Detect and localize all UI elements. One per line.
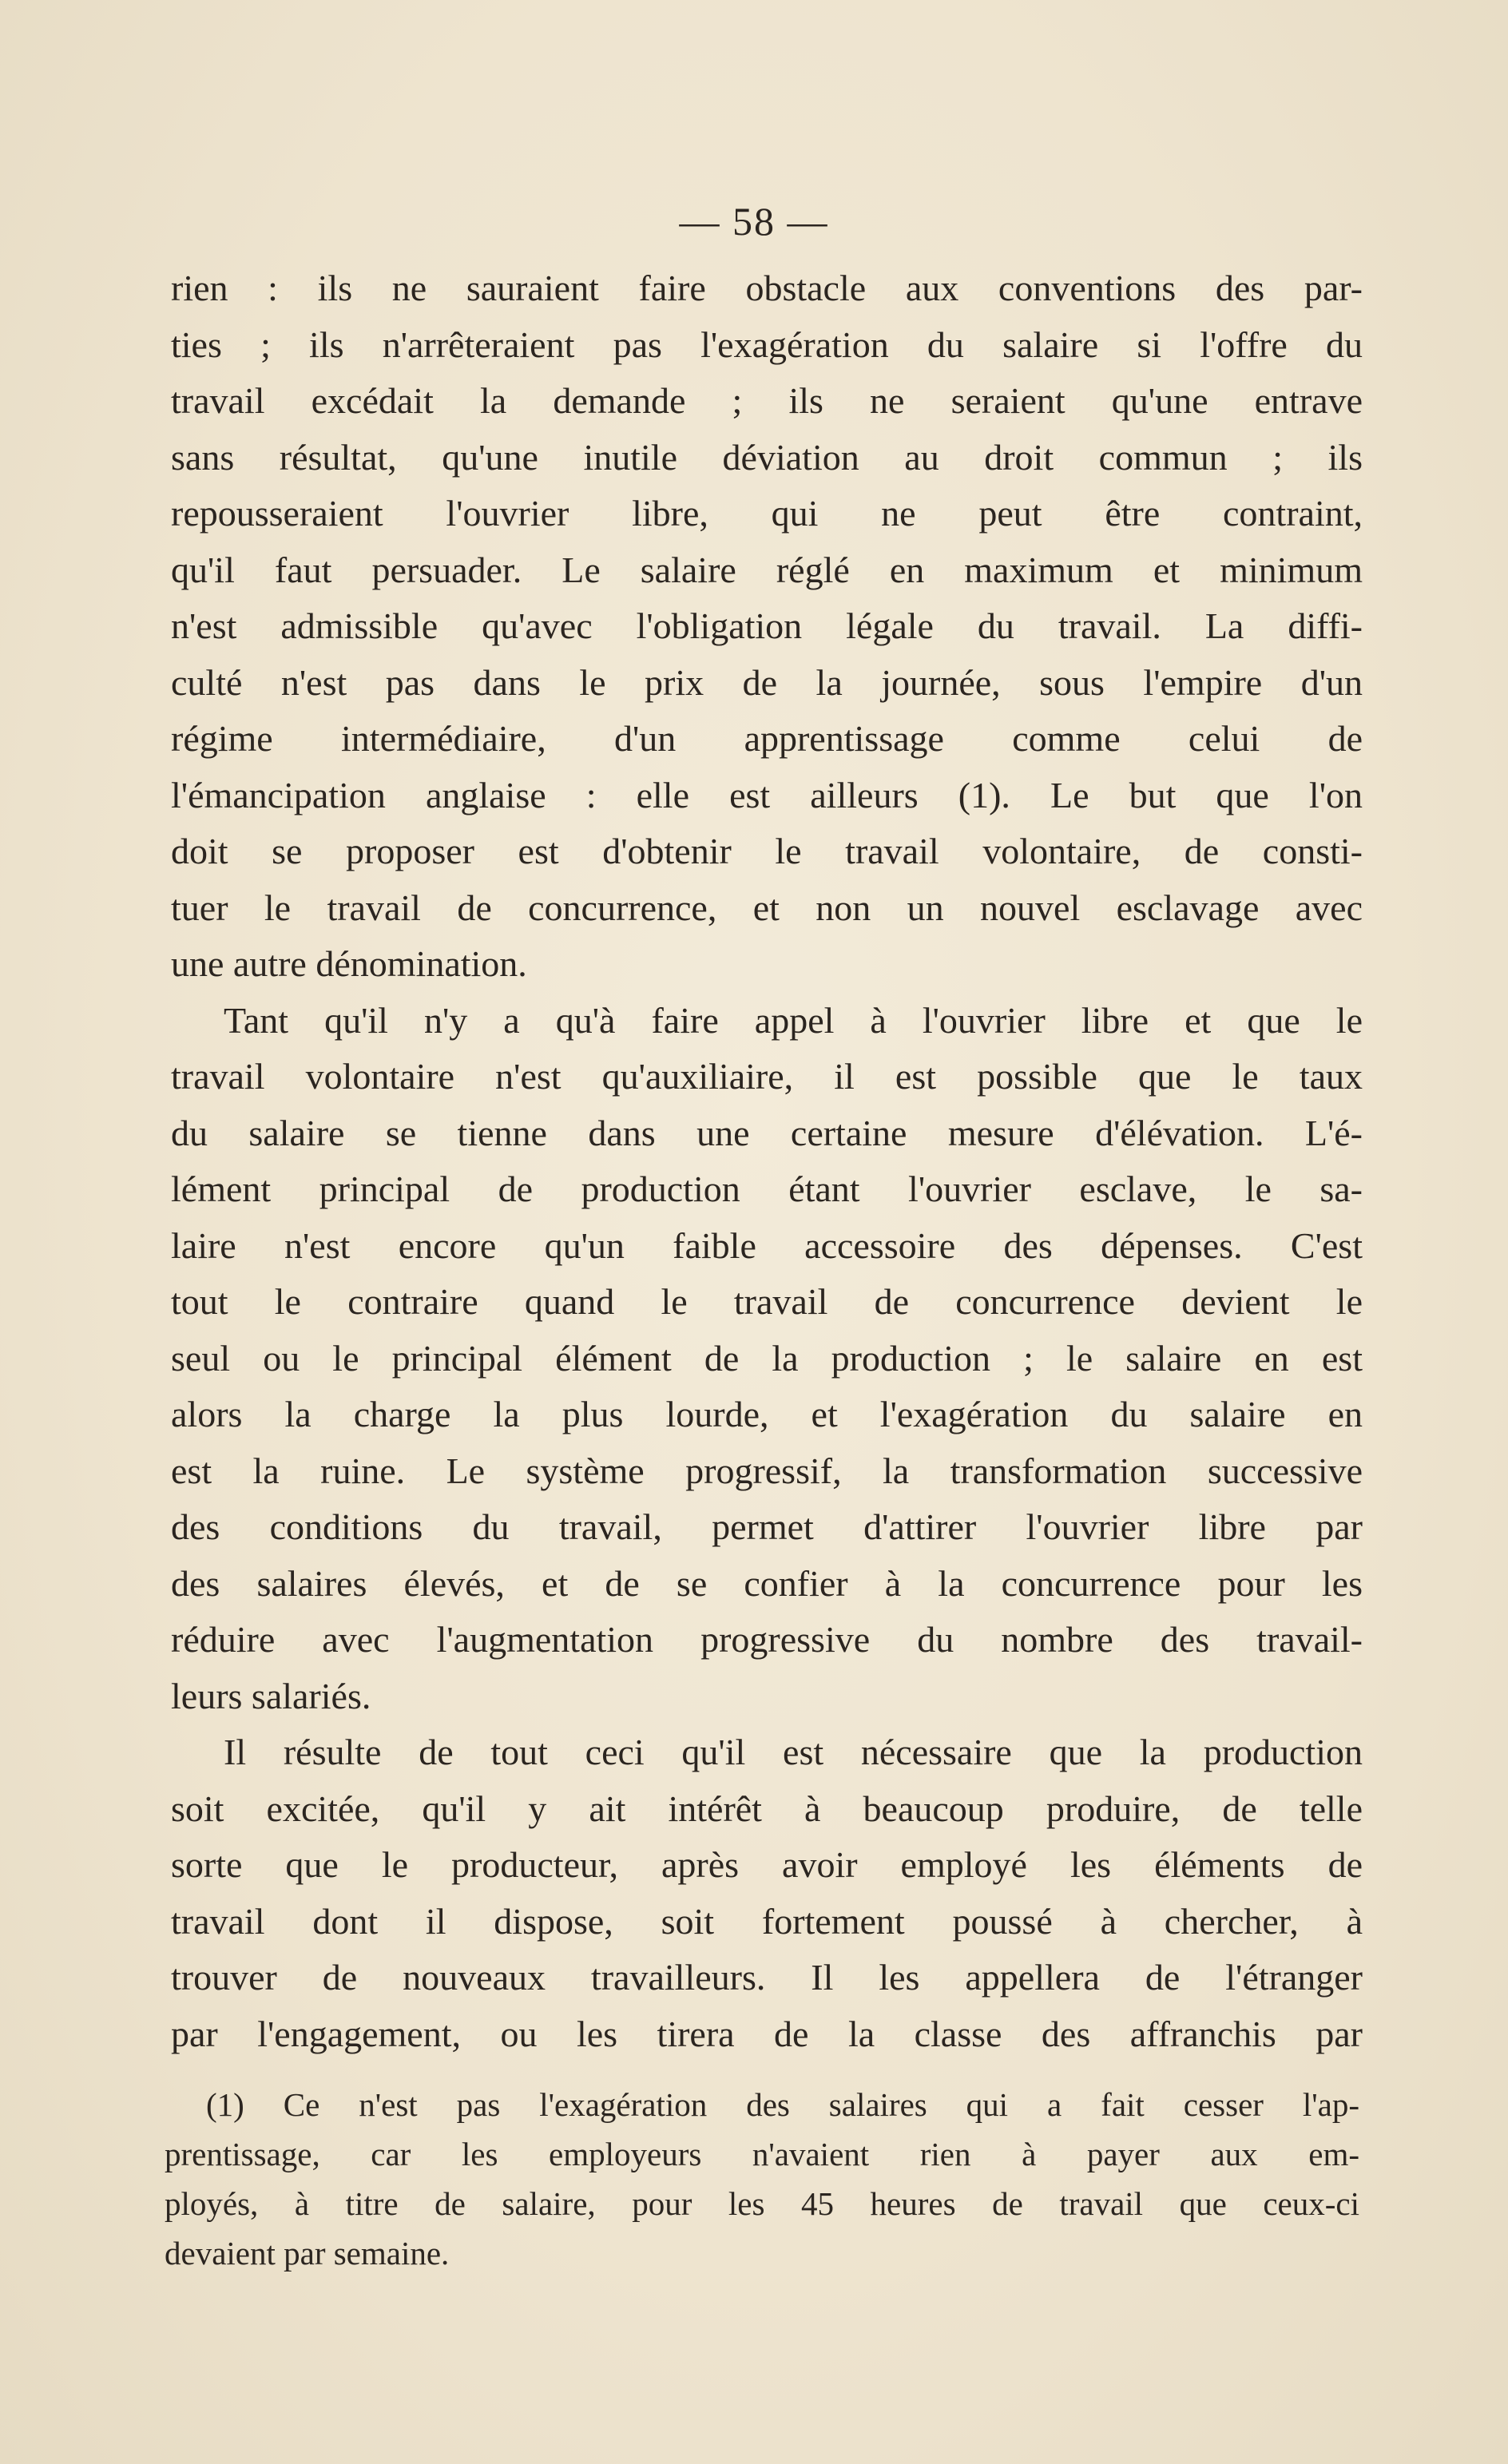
- text-line: sans résultat, qu'une inutile déviation au droit commun ; ils: [171, 436, 1363, 478]
- text-line: l'émancipation anglaise : elle est ailleurs (1). Le but que l'on: [171, 774, 1363, 815]
- paragraph-3: [171, 1724, 1363, 2062]
- paragraph-1: [171, 260, 1363, 993]
- text-line: par l'engagement, ou les tirera de la classe des affranchis par: [171, 2013, 1363, 2054]
- footnote-line: prentissage, car les employeurs n'avaient rien à payer aux em-: [165, 2136, 1359, 2172]
- text-line: trouver de nouveaux travailleurs. Il les appellera de l'étranger: [171, 1957, 1363, 1998]
- page-number: — 58 —: [679, 199, 829, 244]
- text-line: doit se proposer est d'obtenir le travail volontaire, de consti-: [171, 831, 1363, 871]
- footnote-line: (1) Ce n'est pas l'exagération des salaires qui a fait cesser l'ap-: [206, 2086, 1359, 2123]
- text-line: qu'il faut persuader. Le salaire réglé en maximum et minimum: [171, 549, 1363, 590]
- text-line: des salaires élevés, et de se confier à la concurrence pour les: [171, 1562, 1363, 1604]
- text-line: laire n'est encore qu'un faible accessoire des dépenses. C'est: [171, 1224, 1363, 1266]
- footnote: [165, 2080, 1359, 2278]
- text-line: tout le contraire quand le travail de concurrence devient le: [171, 1281, 1363, 1322]
- text-line: travail excédait la demande ; ils ne seraient qu'une entrave: [171, 380, 1363, 421]
- text-line: seul ou le principal élément de la production ; le salaire en est: [171, 1337, 1363, 1379]
- text-line: ties ; ils n'arrêteraient pas l'exagération du salaire si l'offre du: [171, 323, 1363, 365]
- text-line: Tant qu'il n'y a qu'à faire appel à l'ouvrier libre et que le: [224, 999, 1363, 1041]
- text-line: travail volontaire n'est qu'auxiliaire, il est possible que le taux: [171, 1056, 1363, 1097]
- text-line: soit excitée, qu'il y ait intérêt à beaucoup produire, de telle: [171, 1787, 1363, 1829]
- text-line: sorte que le producteur, après avoir employé les éléments de: [171, 1844, 1363, 1885]
- text-line: lément principal de production étant l'ouvrier esclave, le sa-: [171, 1169, 1363, 1209]
- text-line: Il résulte de tout ceci qu'il est nécessaire que la production: [224, 1732, 1363, 1772]
- text-line: culté n'est pas dans le prix de la journée, sous l'empire d'un: [171, 661, 1363, 703]
- text-line: régime intermédiaire, d'un apprentissage comme celui de: [171, 718, 1363, 759]
- footnote-line: ployés, à titre de salaire, pour les 45 heures de travail que ceux-ci: [165, 2185, 1359, 2222]
- text-line: repousseraient l'ouvrier libre, qui ne peut être contraint,: [171, 493, 1363, 534]
- text-line: rien : ils ne sauraient faire obstacle aux conventions des par-: [171, 268, 1363, 308]
- text-line: alors la charge la plus lourde, et l'exagération du salaire en: [171, 1394, 1363, 1434]
- text-line: réduire avec l'augmentation progressive du nombre des travail-: [171, 1619, 1363, 1660]
- paragraph-2: [171, 993, 1363, 1725]
- text-line: n'est admissible qu'avec l'obligation légale du travail. La diffi-: [171, 605, 1363, 646]
- body-text: [171, 260, 1363, 2062]
- text-line: leurs salariés.: [171, 1675, 371, 1716]
- text-line: tuer le travail de concurrence, et non un nouvel esclavage avec: [171, 887, 1363, 928]
- text-line: une autre dénomination.: [171, 943, 527, 984]
- text-line: du salaire se tienne dans une certaine mesure d'élévation. L'é-: [171, 1112, 1363, 1153]
- footnote-line: devaient par semaine.: [165, 2235, 450, 2272]
- text-line: travail dont il dispose, soit fortement poussé à chercher, à: [171, 1900, 1363, 1942]
- text-line: des conditions du travail, permet d'attirer l'ouvrier libre par: [171, 1506, 1363, 1547]
- text-line: est la ruine. Le système progressif, la transformation successive: [171, 1450, 1363, 1491]
